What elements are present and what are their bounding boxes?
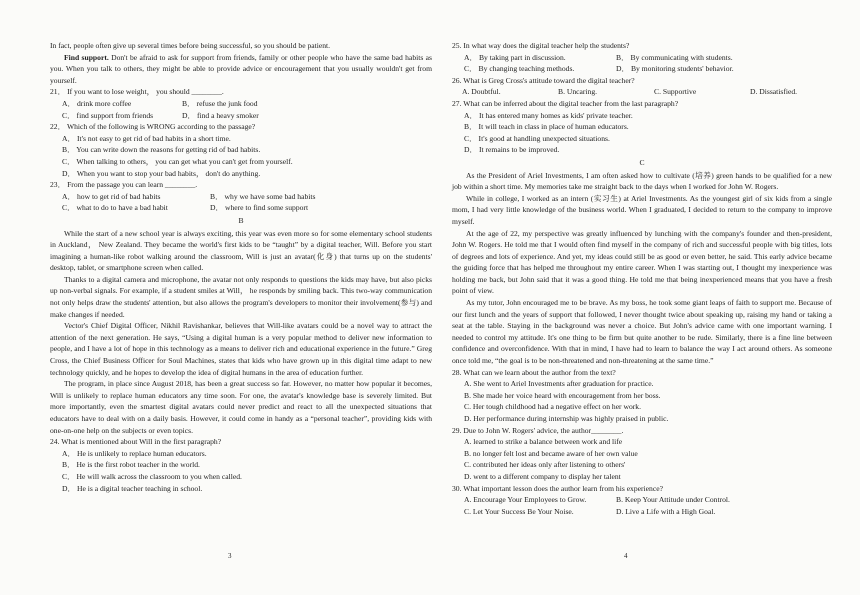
question-stem: 30. What important lesson does the author learn from his experience?	[452, 483, 663, 493]
option-b: B. Uncaring.	[558, 87, 598, 97]
question-26	[452, 75, 832, 98]
option-b: B． It will teach in class in place of human educators.	[464, 122, 629, 132]
option-a: A． It has entered many homes as kids' private teacher.	[464, 110, 633, 120]
option-d: D． When you want to stop your bad habits， don't do anything.	[62, 168, 261, 178]
option-c: C． He will walk across the classroom to you when called.	[62, 471, 242, 481]
question-stem: 25. In what way does the digital teacher help the students?	[452, 41, 630, 50]
option-a: A. Encourage Your Employees to Grow.	[464, 495, 587, 505]
paragraph: Thanks to a digital camera and microphone, the avatar not only responds to questions the kids may have, but also picks up non-verbal signals. For example, if a student smiles at Will， he responds by smiling back. This two-way communication not only helps draw the students' attention, but also allows the program's developers to monitor their involvement(参与) and make changes if needed.	[50, 274, 432, 319]
paragraph: Vector's Chief Digital Officer, Nikhil Ravishankar, believes that Will-like avatars could be a novel way to attract the attention of the next generation. He says, “Using a digital human is a very popular method to deliver new information to people, and I have a lot of hope in this technology as a means to deliver rich and educational experience in the future.” Greg Cross, the Chief Business Officer for Soul Machines, states that kids who have grown up in this digital time adapt to new technology quickly, and he hopes to develop the idea of digital humans in the area of education further.	[50, 321, 432, 377]
heading-find-support: Find support.	[64, 52, 109, 62]
option-c: C． It's good at handling unexpected situations.	[464, 133, 610, 143]
question-stem: 24. What is mentioned about Will in the first paragraph?	[50, 437, 222, 447]
option-d: D． find a heavy smoker	[182, 110, 259, 120]
options	[452, 52, 832, 75]
option-a: A． how to get rid of bad habits	[62, 191, 161, 201]
option-a: A. She went to Ariel Investments after graduation for practice.	[464, 379, 654, 389]
question-28	[452, 367, 832, 425]
option-c: C． what to do to have a bad habit	[62, 203, 168, 213]
question-21	[50, 86, 432, 121]
options	[452, 494, 832, 517]
paragraph: As the President of Ariel Investments, I am often asked how to cultivate (培养) green hands to be qualified for a new job within a short time. My memories take me straight back to the days when I worked for John W. Rogers.	[452, 170, 832, 192]
option-b: B. no longer felt lost and became aware of her own value	[464, 448, 638, 458]
option-b: B． By communicating with students.	[616, 52, 733, 62]
paragraph: The program, in place since August 2018, has been a great success so far. However, no matter how popular it becomes, Will is unlikely to replace human educators any time soon. For one, the avatar's knowledge base is severely limited. But more importantly, even the smartest digital avatars could never predict and react to all the unexpected situations that educators have to deal with on a daily basis. However, it could come in handy as a “personal teacher”, providing kids with one-on-one help on the subjects or even topics.	[50, 379, 432, 435]
question-24	[50, 436, 432, 494]
question-stem: 26. What is Greg Cross's attitude toward the digital teacher?	[452, 75, 635, 85]
option-b: B． He is the first robot teacher in the world.	[62, 460, 200, 470]
question-29	[452, 425, 832, 483]
option-a: A. learned to strike a balance between work and life	[464, 437, 623, 447]
paragraph: While the start of a new school year is always exciting, this year was even more so for some elementary school students in Auckland， New Zealand. They became the world's first kids to be “taught” by a digital teacher, Will. Before you start imagining a human-like robot walking around the classroom, Will is just an avatar(化身) that turns up on the students' desktop, tablet, or smartphone screen when called.	[50, 228, 432, 273]
right-column	[452, 40, 832, 517]
option-d: D． where to find some support	[210, 203, 309, 213]
option-a: A. Doubtful.	[462, 87, 501, 97]
question-stem: 22． Which of the following is WRONG according to the passage?	[50, 122, 256, 132]
option-b: B． why we have some bad habits	[210, 191, 316, 201]
option-b: B. She made her voice heard with encouragement from her boss.	[464, 390, 661, 400]
options	[50, 98, 432, 121]
options	[50, 191, 432, 214]
paragraph: At the age of 22, my perspective was greatly influenced by lunching with the company's founder and then-president, John W. Rogers. He told me that I would often find myself in the company of rich and successful people with big titles, lots of degrees and lots of experience. And yet, my ideas could still be as good or even better, he said. This early advice became the guiding force that has helped me throughout my entire career. When I was starting out, I thought my inexperience was holding me back, but John said that it was a good thing. He told me that being inexperienced means that you have a fresh point of view.	[452, 228, 832, 296]
option-b: B. Keep Your Attitude under Control.	[616, 495, 730, 505]
option-b: B． refuse the junk food	[182, 98, 258, 108]
option-c: C. contributed her ideas only after listening to others'	[464, 460, 626, 470]
option-d: D. went to a different company to display her talent	[464, 471, 621, 481]
paragraph	[50, 52, 432, 87]
question-27	[452, 98, 832, 156]
left-column	[50, 40, 432, 494]
option-d: D. Her performance during internship was highly praised in public.	[464, 414, 669, 423]
question-23	[50, 179, 432, 214]
option-d: D． It remains to be improved.	[464, 145, 560, 155]
option-a: A． It's not easy to get rid of bad habits in a short time.	[62, 133, 231, 143]
option-c: C． By changing teaching methods.	[464, 64, 575, 74]
options	[452, 86, 832, 98]
paragraph: In fact, people often give up several times before being successful, so you should be patient.	[50, 41, 331, 50]
option-b: B． You can write down the reasons for getting rid of bad habits.	[62, 145, 261, 155]
question-stem: 23． From the passage you can learn ________.	[50, 180, 198, 190]
option-c: C． When talking to others， you can get what you can't get from yourself.	[62, 156, 293, 166]
question-stem: 29. Due to John W. Rogers' advice, the author________.	[452, 425, 624, 435]
option-c: C． find support from friends	[62, 110, 154, 120]
paragraph: While in college, I worked as an intern (实习生) at Ariel Investments. As the youngest girl of six kids from a single mom, I had very little knowledge of the business world. When I graduated, I decided to return to the company to improve myself.	[452, 193, 832, 226]
question-22	[50, 121, 432, 179]
paragraph: As my tutor, John encouraged me to be brave. As my boss, he took some giant leaps of faith to support me. Because of our first lunch and the years of support that followed, I never thought twice about speaking up, raising my hand or taking a seat at the table. Staying in the background was never a choice. But John's advice came with one important warning. I needed to control my attitude. It's one thing to be firm but quite another to be rude. Similarly, there is a fine line between confidence and overconfidence. With that in mind, I have had to learn to balance the way I act around others. As someone once told me, “the goal is to be non-threatened and non-threatening at the same time.”	[452, 298, 832, 366]
question-stem: 28. What can we learn about the author from the text?	[452, 367, 616, 377]
paragraph-text: Don't be afraid to ask for support from friends, family or other people who have the same bad habits as you. When you talk to others, they might be able to provide advice or encouragement that you usually wouldn't get from yourself.	[50, 52, 432, 85]
option-d: D． He is a digital teacher teaching in school.	[62, 483, 203, 493]
question-stem: 21． If you want to lose weight， you should ________.	[50, 87, 224, 97]
section-heading-c: C	[639, 157, 645, 167]
question-30	[452, 483, 832, 518]
option-a: A． By taking part in discussion.	[464, 52, 566, 62]
option-c: C. Let Your Success Be Your Noise.	[464, 506, 574, 516]
question-stem: 27. What can be inferred about the digital teacher from the last paragraph?	[452, 98, 679, 108]
option-d: D. Dissatisfied.	[750, 87, 798, 97]
option-c: C. Supportive	[654, 87, 697, 97]
section-heading-b: B	[238, 215, 244, 225]
option-a: A． drink more coffee	[62, 98, 132, 108]
option-d: D. Live a Life with a High Goal.	[616, 506, 716, 516]
question-25	[452, 40, 832, 75]
page-number: 4	[624, 552, 628, 560]
option-a: A． He is unlikely to replace human educators.	[62, 448, 207, 458]
option-d: D． By monitoring students' behavior.	[616, 64, 734, 74]
option-c: C. Her tough childhood had a negative effect on her work.	[464, 402, 641, 412]
page-number: 3	[228, 552, 232, 560]
